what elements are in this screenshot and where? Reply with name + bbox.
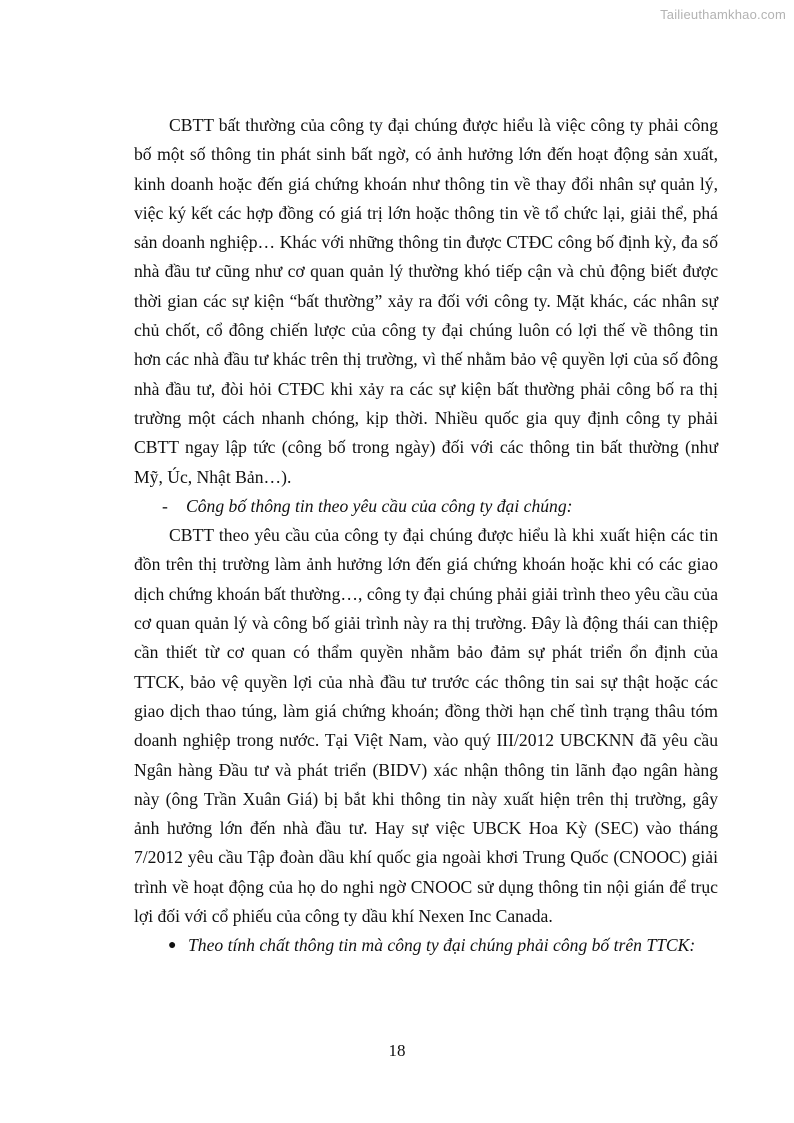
page-number: 18 [388,1041,406,1060]
bullet-item-information-nature [134,931,718,960]
bullet-item-heading: Theo tính chất thông tin mà công ty đại chúng phải công bố trên TTCK: [188,935,696,956]
paragraph-on-request-disclosure: CBTT theo yêu cầu của công ty đại chúng được hiểu là khi xuất hiện các tin đồn trên thị trường làm ảnh hưởng lớn đến giá chứng khoán hoặc khi có các giao dịch chứng khoán bất thường…, công ty đại chúng phải giải trình theo yêu cầu của cơ quan quản lý và công bố giải trình này ra thị trường. Đây là động thái can thiệp cần thiết từ cơ quan có thẩm quyền nhằm bảo đảm sự phát triển ổn định của TTCK, bảo vệ quyền lợi của nhà đầu tư trước các thông tin sai sự thật hoặc các giao dịch thao túng, làm giá chứng khoán; đồng thời hạn chế tình trạng thâu tóm doanh nghiệp trong nước. Tại Việt Nam, vào quý III/2012 UBCKNN đã yêu cầu Ngân hàng Đầu tư và phát triển (BIDV) xác nhận thông tin lãnh đạo ngân hàng này (ông Trần Xuân Giá) bị bắt khi thông tin này xuất hiện trên thị trường, gây ảnh hưởng lớn đến nhà đầu tư. Hay sự việc UBCK Hoa Kỳ (SEC) vào tháng 7/2012 yêu cầu Tập đoàn dầu khí quốc gia ngoài khơi Trung Quốc (CNOOC) giải trình về hoạt động của họ do nghi ngờ CNOOC sử dụng thông tin nội gián để trục lợi đối với cổ phiếu của công ty dầu khí Nexen Inc Canada. [134,525,718,927]
list-item-on-request-disclosure [134,492,718,521]
document-body [134,111,718,961]
dash-marker: - [162,495,168,516]
bullet-icon: ● [168,938,177,954]
watermark: Tailieuthamkhao.com [660,7,786,22]
list-item-heading: Công bố thông tin theo yêu cầu của công ty đại chúng: [186,495,573,516]
paragraph-extraordinary-disclosure: CBTT bất thường của công ty đại chúng được hiểu là việc công ty phải công bố một số thông tin phát sinh bất ngờ, có ảnh hưởng lớn đến hoạt động sản xuất, kinh doanh hoặc đến giá chứng khoán như thông tin về thay đổi nhân sự quản lý, việc ký kết các hợp đồng có giá trị lớn hoặc thông tin về tổ chức lại, giải thể, phá sản doanh nghiệp… Khác với những thông tin được CTĐC công bố định kỳ, đa số nhà đầu tư cũng như cơ quan quản lý thường khó tiếp cận và chủ động biết được thời gian các sự kiện “bất thường” xảy ra đối với công ty. Mặt khác, các nhân sự chủ chốt, cổ đông chiến lược của công ty đại chúng luôn có lợi thế về thông tin hơn các nhà đầu tư khác trên thị trường, vì thế nhằm bảo vệ quyền lợi của số đông nhà đầu tư, đòi hỏi CTĐC khi xảy ra các sự kiện bất thường phải công bố ra thị trường một cách nhanh chóng, kịp thời. Nhiều quốc gia quy định công ty phải CBTT ngay lập tức (công bố trong ngày) đối với các thông tin bất thường (như Mỹ, Úc, Nhật Bản…). [134,115,718,487]
